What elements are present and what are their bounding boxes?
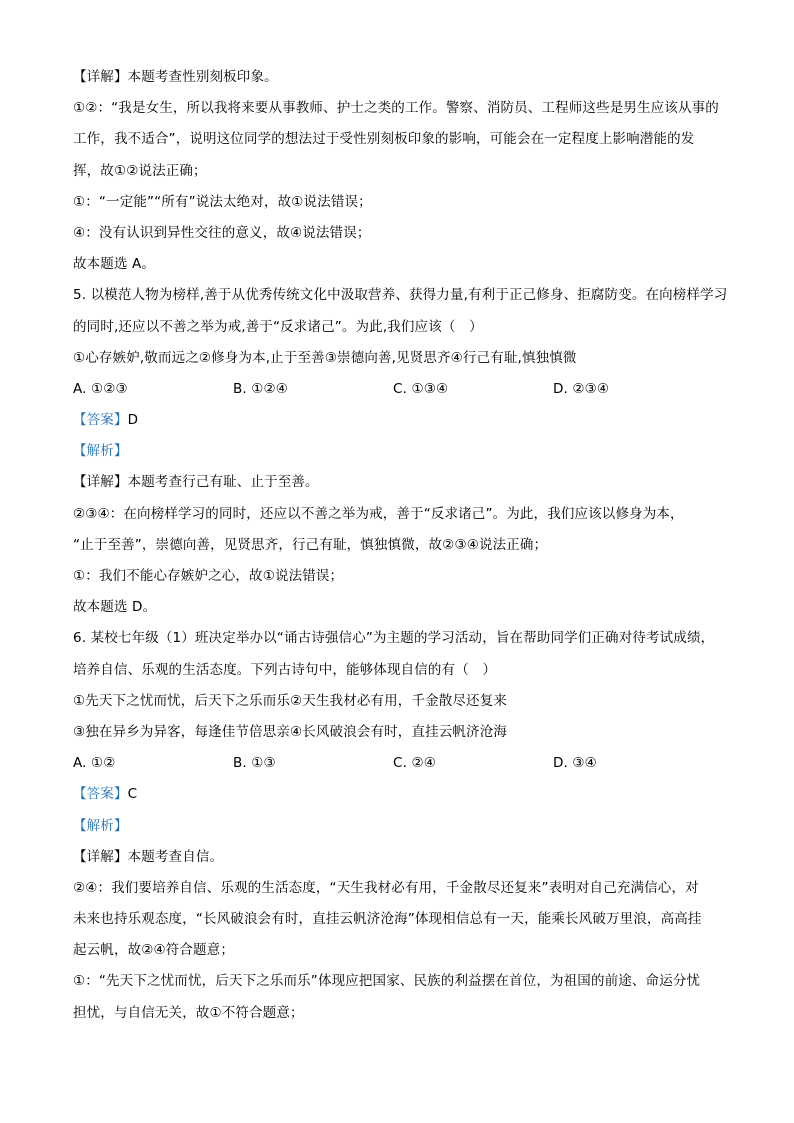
q6-answer-label: 【答案】 [73,786,128,803]
q4-explanation-line: ①：“一定能”“所有”说法太绝对，故①说法错误； [73,193,372,210]
document-page [73,62,733,1029]
q5-stem-line: 的同时,还应以不善之举为戒,善于“反求诸己”。为此,我们应该（ ） [73,318,483,335]
q6-explanation-line: ①：“先天下之忧而忧，后天下之乐而乐”体现应把国家、民族的利益摆在首位，为祖国的前途、命运分忧 [73,973,701,990]
q6-options [73,748,733,779]
q6-option-d: D. ③④ [553,755,597,772]
q5-answer-label: 【答案】 [73,412,128,429]
q6-explanation-line: 起云帆，故②④符合题意； [73,942,235,959]
q4-explanation-line: ④：没有认识到异性交往的意义，故④说法错误； [73,224,371,241]
q6-explanation-line: ②④：我们要培养自信、乐观的生活态度，“天生我材必有用，千金散尽还复来”表明对自己充满信心，对 [73,879,699,896]
q6-statements-line: ①先天下之忧而忧，后天下之乐而乐②天生我材必有用，千金散尽还复来 [73,692,508,709]
q5-option-b: B. ①②④ [233,380,289,397]
q5-conclusion: 故本题选 D。 [73,599,157,616]
q6-analysis-label: 【解析】 [73,817,128,834]
q6-explanation-line: 担忧，与自信无关，故①不符合题意； [73,1004,304,1021]
q5-option-d: D. ②③④ [553,380,610,397]
q6-stem-line: 培养自信、乐观的生活态度。下列古诗句中，能够体现自信的有（ ） [73,661,497,678]
q5-detail-heading: 【详解】本题考查行己有耻、止于至善。 [73,474,319,491]
q5-options [73,374,733,405]
q5-option-c: C. ①③④ [393,380,449,397]
q4-explanation-line: 工作，我不适合”，说明这位同学的想法过于受性别刻板印象的影响，可能会在一定程度上影响潜能的发 [73,131,695,148]
q4-conclusion: 故本题选 A。 [73,256,156,273]
q5-explanation-line: ②③④：在向榜样学习的同时，还应以不善之举为戒，善于“反求诸己”。为此，我们应该以修身为本， [73,505,684,522]
q6-explanation-line: 未来也持乐观态度，“长风破浪会有时，直挂云帆济沧海”体现相信总有一天，能乘长风破万里浪，高高挂 [73,911,702,928]
q6-answer [73,779,733,810]
q5-answer [73,405,733,436]
q5-explanation-line: ①：我们不能心存嫉妒之心，故①说法错误； [73,568,344,584]
q6-option-b: B. ①③ [233,755,276,772]
q6-option-c: C. ②④ [393,755,436,772]
q6-option-a: A. ①② [73,755,116,772]
q6-statements-line: ③独在异乡为异客，每逢佳节倍思亲④长风破浪会有时，直挂云帆济沧海 [73,723,508,740]
q4-explanation-line: 挥，故①②说法正确； [73,162,207,179]
q6-answer-value: C [127,786,138,803]
q6-stem-line: 6. 某校七年级（1）班决定举办以“诵古诗强信心”为主题的学习活动，旨在帮助同学们正确对待考试成绩， [73,630,715,647]
q5-analysis-label: 【解析】 [73,443,128,460]
q5-explanation-line: “止于至善”，崇德向善，见贤思齐，行己有耻，慎独慎微，故②③④说法正确； [73,536,548,553]
q5-answer-value: D [127,412,139,429]
q5-option-a: A. ①②③ [73,380,128,397]
q5-statements: ①心存嫉妒,敬而远之②修身为本,止于至善③崇德向善,见贤思齐④行己有耻,慎独慎微 [73,349,577,366]
q6-detail-heading: 【详解】本题考查自信。 [73,848,224,865]
q4-explanation-line: ①②：“我是女生，所以我将来要从事教师、护士之类的工作。警察、消防员、工程师这些是男生应该从事的 [73,100,719,117]
q4-detail-heading: 【详解】本题考查性别刻板印象。 [73,69,278,85]
q5-stem-line: 5. 以模范人物为榜样,善于从优秀传统文化中汲取营养、获得力量,有利于正己修身、拒腐防变。在向榜样学习 [73,287,728,304]
